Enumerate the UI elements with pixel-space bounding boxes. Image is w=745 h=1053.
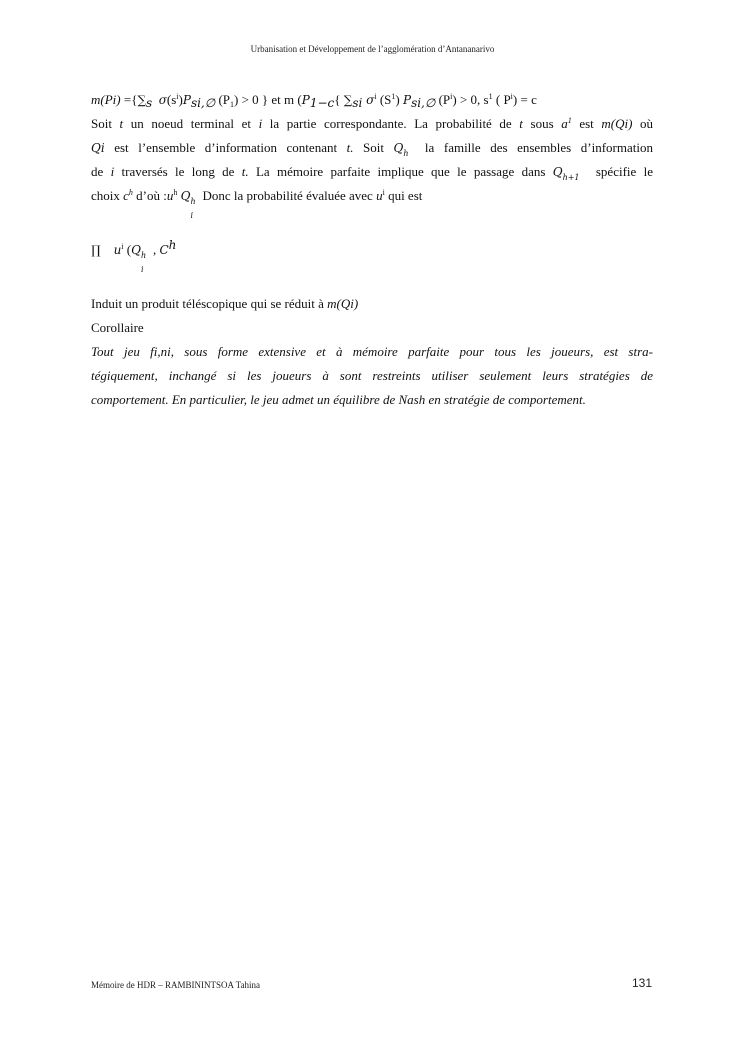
var-t: t. (241, 164, 249, 179)
s-i: (s (166, 92, 177, 107)
close-paren: ) (178, 92, 183, 107)
text-run: Soit (353, 140, 394, 155)
text-run: la famille des ensembles d’information (415, 140, 653, 155)
var-q: Q (393, 141, 404, 155)
var-qi: Qi (91, 141, 105, 155)
paragraph-line-2 (91, 136, 653, 160)
text-run: choix (91, 188, 124, 203)
paragraph-line-1 (91, 112, 653, 136)
corollary-line-3: comportement. En particulier, le jeu admet un équilibre de Nash en stratégie de comportement. (91, 392, 586, 407)
var-u-sup: h (173, 188, 178, 197)
spacer (91, 262, 653, 292)
text-run: qui est (384, 188, 423, 203)
page-number: 131 (632, 976, 653, 990)
p1c: P (301, 93, 310, 107)
open-paren: ( (123, 242, 132, 257)
running-header: Urbanisation et Développement de l’agglomération d’Antananarivo (250, 44, 495, 54)
tail: ) > 0, s (452, 92, 489, 107)
text-run: d’où : (132, 188, 167, 203)
p1-sub: 1 (230, 100, 235, 109)
var-t: t (119, 116, 124, 131)
text-run: La mémoire parfaite implique que le passage dans (248, 164, 553, 179)
p2: P (402, 93, 412, 107)
q-sup: h+1 (562, 173, 580, 182)
tail-3: ) = c (512, 92, 537, 107)
text-run: Donc la probabilité évaluée avec (202, 188, 377, 203)
tail-2-sup: i (510, 92, 513, 101)
sum-symbol: ∑ (137, 93, 147, 107)
s1-sup: 1 (391, 92, 396, 101)
sigma-2: σ (362, 93, 375, 107)
text-run: sous (522, 116, 562, 131)
var-t: t (519, 116, 523, 131)
close-2: ) (395, 92, 403, 107)
var-q: Q (180, 189, 191, 203)
p-sub: si,∅ (190, 96, 216, 110)
sigma: σ (158, 93, 167, 107)
var-u-sup: i (382, 188, 385, 197)
eq-open: ={ (120, 92, 138, 107)
brace: { (334, 92, 344, 107)
var-i: i (258, 116, 263, 131)
sigma-2-sup: i (374, 92, 377, 101)
var-u-sup: i (121, 242, 124, 251)
var-u: u (166, 188, 174, 203)
var-u: u (113, 243, 122, 257)
var-i: i (110, 164, 115, 179)
q-sub (563, 180, 566, 184)
text-run: est (571, 116, 602, 131)
s1: (S (376, 92, 392, 107)
pi-part: (P (435, 92, 451, 107)
sum-symbol-2: ∑ (343, 93, 353, 107)
var-c-sup: h (128, 188, 133, 197)
tail-2: ( P (492, 92, 511, 107)
text-run: de (91, 164, 111, 179)
text-run: la partie correspondante. La probabilité de (262, 116, 520, 131)
text-run: traversés le long de (114, 164, 242, 179)
product-symbol: ∏ (91, 243, 101, 257)
var-a: a (561, 116, 568, 131)
paragraph-line-3 (91, 160, 653, 184)
tail-sup: 1 (488, 92, 493, 101)
footer-author: Mémoire de HDR – RAMBININTSOA Tahina (91, 980, 260, 990)
q-sub: i (140, 265, 144, 274)
paragraph-line-4 (91, 184, 653, 220)
product-equation (91, 238, 653, 274)
sum-sub-s: s (146, 96, 153, 110)
var-a-sup: 1 (567, 116, 572, 125)
var-q: Q (552, 165, 563, 179)
equation-line (91, 88, 653, 112)
corollary-line-2: tégiquement, inchangé si les joueurs à sont restreints utiliser seulement leurs stratégies de (91, 368, 653, 383)
m-qi: m(Qi) (327, 296, 359, 311)
p1: (P (215, 92, 231, 107)
text-run: Induit un produit téléscopique qui se réduit à (91, 296, 328, 311)
text-run: Soit (91, 116, 120, 131)
p2-sub: si,∅ (411, 96, 436, 110)
s-i-sup: i (176, 92, 179, 101)
q-sup: h (140, 251, 147, 260)
var-c-sup: h (168, 238, 177, 252)
text-run: où (632, 116, 653, 131)
var-c: C (159, 243, 169, 257)
text-run: spécifie le (588, 164, 653, 179)
page-body (91, 88, 653, 412)
text-run: est l’ensemble d’information contenant (104, 140, 347, 155)
comma: , (152, 242, 160, 257)
p-var: P (182, 93, 191, 107)
q-sub: i (190, 211, 194, 220)
gt-zero: ) > 0 } et m ( (234, 92, 302, 107)
corollary-title: Corollaire (91, 320, 144, 335)
sum-sub-si: si (352, 96, 363, 110)
q-sub (403, 156, 406, 160)
var-c: c (123, 188, 129, 203)
paragraph-line-5 (91, 292, 653, 316)
var-u: u (376, 188, 383, 203)
eq-lhs: m(Pi) (91, 92, 121, 107)
m-qi: m(Qi) (601, 116, 633, 131)
spacer (91, 208, 653, 238)
text-run: un noeud terminal et (123, 116, 259, 131)
var-q: Q (131, 243, 141, 257)
pi-sup: i (450, 92, 453, 101)
var-t: t. (346, 140, 354, 155)
corollary-line-1: Tout jeu fi,ni, sous forme extensive et à mémoire parfaite pour tous les joueurs, est stra- (91, 344, 653, 359)
q-sup: h (403, 149, 409, 158)
p1c-sub: 1−c (309, 96, 335, 110)
q-sup: h (190, 197, 196, 206)
